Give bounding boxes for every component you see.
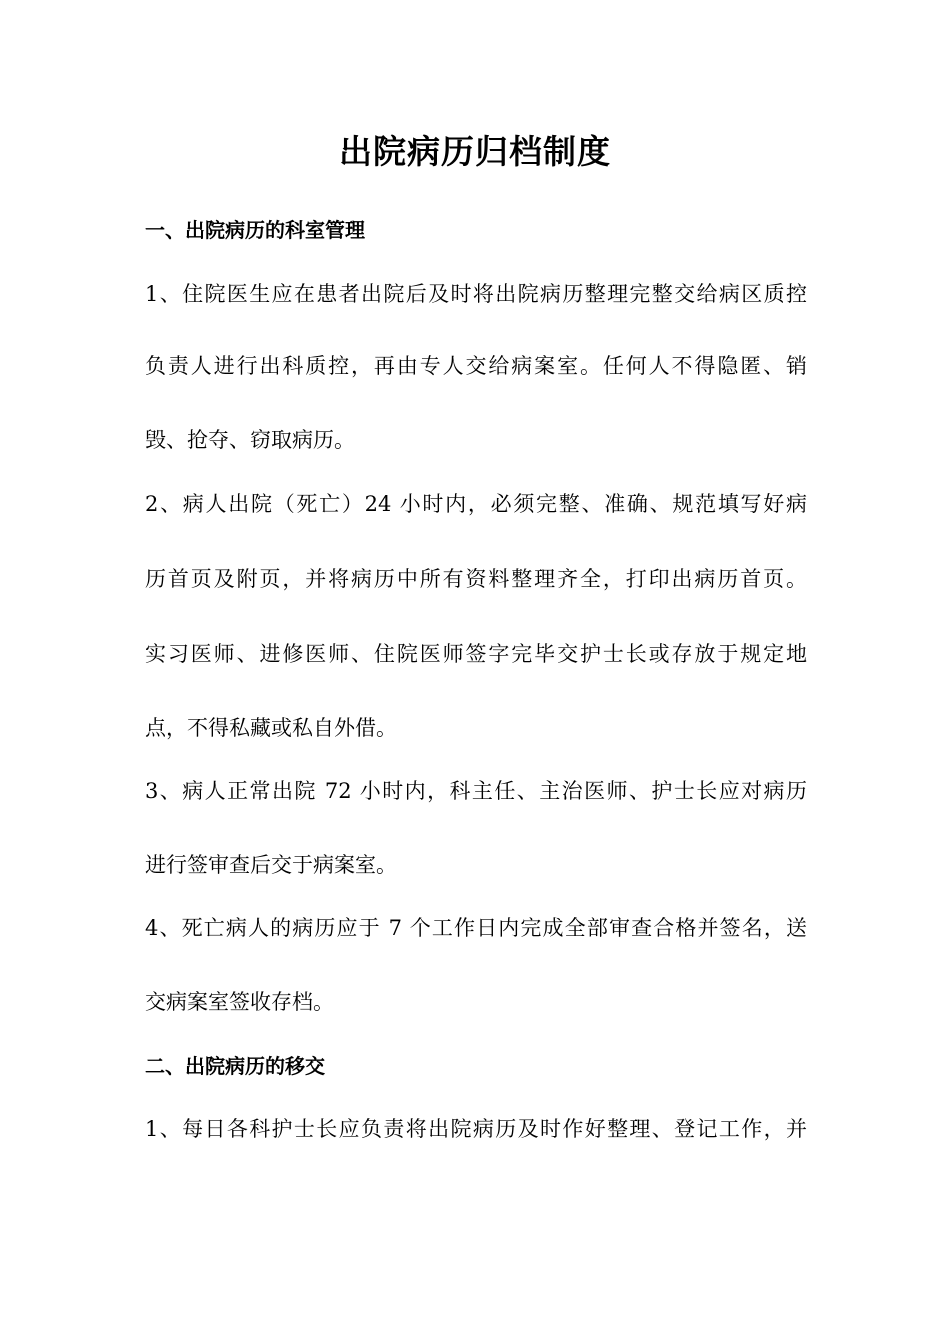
paragraph-line: 进行签审查后交于病案室。 [145,853,397,877]
paragraph-line: 交病案室签收存档。 [145,990,334,1014]
paragraph-line: 1、每日各科护士长应负责将出院病历及时作好整理、登记工作，并 [145,1117,807,1141]
paragraph-line: 点，不得私藏或私自外借。 [145,716,397,740]
paragraph-line: 1、住院医生应在患者出院后及时将出院病历整理完整交给病区质控 [145,282,807,306]
paragraph-line: 2、病人出院（死亡）24 小时内，必须完整、准确、规范填写好病 [145,492,807,516]
paragraph-line: 3、病人正常出院 72 小时内，科主任、主治医师、护士长应对病历 [145,779,807,803]
section-heading-1: 一、出院病历的科室管理 [145,218,365,242]
document-title: 出院病历归档制度 [339,132,611,171]
paragraph-line: 负责人进行出科质控，再由专人交给病案室。任何人不得隐匿、销 [145,354,807,378]
paragraph-line: 历首页及附页，并将病历中所有资料整理齐全，打印出病历首页。 [145,567,807,591]
paragraph-line: 毁、抢夺、窃取病历。 [145,428,355,452]
section-heading-2: 二、出院病历的移交 [145,1054,325,1078]
paragraph-line: 实习医师、进修医师、住院医师签字完毕交护士长或存放于规定地 [145,642,807,666]
paragraph-line: 4、死亡病人的病历应于 7 个工作日内完成全部审查合格并签名，送 [145,916,807,940]
